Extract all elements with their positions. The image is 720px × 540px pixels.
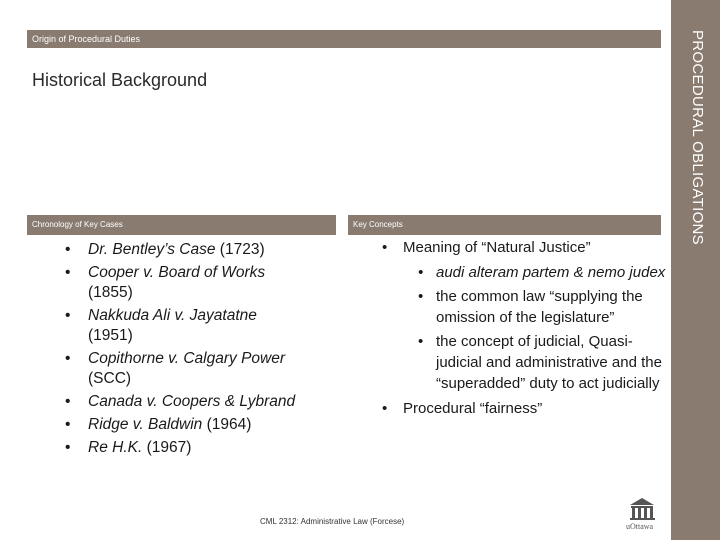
list-item <box>65 392 305 412</box>
case-name: Ridge v. Baldwin <box>88 416 203 433</box>
sub-item: • the concept of judicial, Quasi-judicial and administrative and the “superadded” duty to act judicially <box>415 331 670 394</box>
case-name: Dr. Bentley’s Case <box>88 241 216 258</box>
case-name: Copithorne v. Calgary Power <box>88 350 285 367</box>
case-detail: (1964) <box>202 416 252 433</box>
list-item <box>65 349 305 389</box>
cases-list <box>65 240 305 461</box>
concept-sublist <box>415 262 670 394</box>
case-detail: (SCC) <box>88 370 132 387</box>
concepts-list <box>382 237 672 423</box>
case-detail: (1723) <box>215 241 265 258</box>
list-item <box>65 415 305 435</box>
logo-text: uOttawa <box>626 522 654 531</box>
list-item <box>65 240 305 260</box>
concepts-header: Key Concepts <box>348 215 661 235</box>
case-name: Cooper v. Board of Works <box>88 264 266 281</box>
list-item <box>65 263 305 303</box>
list-item <box>65 306 305 346</box>
list-item <box>382 237 672 394</box>
list-item <box>65 438 305 458</box>
case-detail: (1855) <box>88 284 133 301</box>
list-item: • Procedural “fairness” <box>382 398 672 419</box>
case-name: Nakkuda Ali v. Jayatatne <box>88 307 257 324</box>
footer-text: CML 2312: Administrative Law (Forcese) <box>260 517 405 526</box>
page-title: Historical Background <box>32 70 208 90</box>
cases-header: Chronology of Key Cases <box>27 215 336 235</box>
side-title <box>671 0 720 540</box>
sub-item: • audi alteram partem & nemo judex <box>415 262 670 283</box>
top-banner: Origin of Procedural Duties <box>27 30 661 48</box>
side-title-text: PROCEDURAL OBLIGATIONS <box>688 30 706 245</box>
concept-natural-justice: Meaning of “Natural Justice” <box>403 239 591 256</box>
case-detail: (1951) <box>88 327 133 344</box>
sub-item: • the common law “supplying the omission of the legislature” <box>415 286 670 328</box>
case-detail: (1967) <box>142 439 192 456</box>
case-name: Re H.K. <box>88 439 143 456</box>
case-name: Canada v. Coopers & Lybrand <box>88 393 296 410</box>
